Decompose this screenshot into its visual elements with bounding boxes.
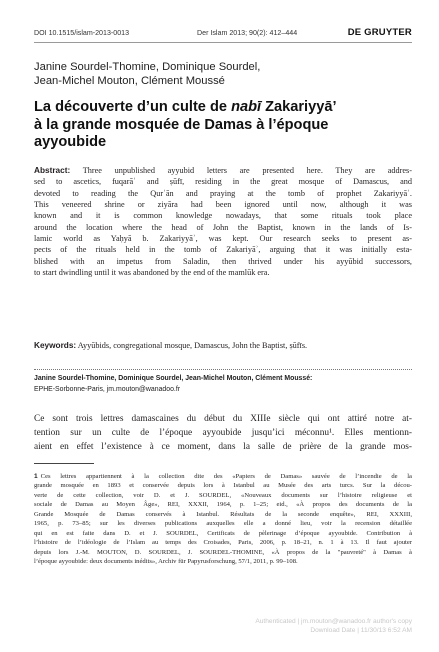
title-line: ayyoubide <box>34 134 107 151</box>
footnote-number: 1 <box>34 473 38 480</box>
body-text <box>34 412 412 454</box>
footnote-line: 1 Ces lettres appartiennent à la collection dite des «Papiers de Damas» sauvée de l’incendie de la <box>34 473 412 480</box>
author-affiliation <box>34 374 412 395</box>
body-line: tention sur un culte de l’époque ayyoubide jusqu’ici méconnu¹. Elles mentionn- <box>34 428 412 438</box>
watermark-line: Download Date | 11/30/13 6:52 AM <box>310 626 412 634</box>
abstract-line: blished with an impetus from Saladin, then thrived under his ayyūbid successors, <box>34 256 412 266</box>
body-line: aient en effet l’existence à ce moment, dans la salle de prière de la grande mos- <box>34 442 412 452</box>
header-divider <box>34 42 412 43</box>
abstract-label: Abstract: <box>34 166 71 175</box>
watermark-line: Authenticated | jm.mouton@wanadoo.fr author's copy <box>255 618 412 625</box>
abstract-line: around the location where the head of John the Baptist, known in the lands of Is- <box>34 222 412 232</box>
author-list <box>34 60 412 88</box>
title-text: La découverte d’un culte de <box>34 99 232 115</box>
affiliation-names: Janine Sourdel-Thomine, Dominique Sourdel, Jean-Michel Mouton, Clément Moussé: <box>34 375 313 382</box>
abstract-line: lamic world as Yaḥyā b. Zakariyyāʾ, was kept. Our research seeks to present as- <box>34 234 412 244</box>
abstract-line: devoted to reading the Qurʾān and praying at the tomb of prophet Zakariyyāʾ. <box>34 188 412 198</box>
affiliation-contact[interactable]: EPHE-Sorbonne-Paris, jm.mouton@wanadoo.fr <box>34 385 181 393</box>
article-title <box>34 99 404 152</box>
author-line: Jean-Michel Mouton, Clément Moussé <box>34 75 225 88</box>
download-watermark <box>162 618 412 635</box>
title-italic-term: nabī <box>231 99 262 115</box>
footnote-line: verte de cette collection, voir D. et J. SOURDEL, «Nouveaux documents sur l’histoire religieuse et <box>34 491 412 499</box>
abstract <box>34 165 412 278</box>
abstract-line: to start dwindling until it was abandoned by the end of the mamlūk era. <box>34 268 270 278</box>
keywords-label: Keywords: <box>34 341 77 350</box>
title-line: à la grande mosquée de Damas à l’époque <box>34 116 329 133</box>
footnote-line: sociale de Damas au Moyen Âge», REI, XXXII, 1964, p. 1–25; eid., «À propos des documents de la <box>34 501 412 509</box>
footnote-line: 1965, p. 73–85; sur les diverses publications auxquelles elle a donné lieu, voir la recension détaillée <box>34 520 412 528</box>
doi[interactable]: DOI 10.1515/islam-2013-0013 <box>34 29 130 37</box>
footnote-divider <box>34 463 94 464</box>
affiliation-divider <box>34 369 412 370</box>
footnote <box>34 472 412 567</box>
abstract-line: sed to ascetics, fuqarāʾ and ṣūfī, residing in the great mosque of Damascus, and <box>34 177 412 187</box>
footnote-line: qui en est faite dans D. et J. SOURDEL, Certificats de pèlerinage d’époque ayyoubide. Contribution à <box>34 529 412 537</box>
body-line: Ce sont trois lettres damascaines du début du XIIIe siècle qui ont attiré notre at- <box>34 414 412 424</box>
footnote-line: depuis lors J.-M. MOUTON, D. SOURDEL, J. SOURDEL-THOMINE, «À propos de la "pauvreté" à Damas à <box>34 548 412 556</box>
title-line <box>34 99 404 117</box>
author-line: Janine Sourdel-Thomine, Dominique Sourdel, <box>34 61 261 73</box>
keywords-text: Ayyūbids, congregational mosque, Damascus, John the Baptist, ṣūfīs. <box>76 341 308 350</box>
abstract-line: pects of the rituals held in the tomb of Zakariyāʾ, arguing that it was initially esta- <box>34 245 412 255</box>
abstract-line: This veneered shrine or ziyāra had been ignored until now, although it was <box>34 200 412 210</box>
keywords <box>34 340 412 351</box>
footnote-line: Grande Mosquée de Damas conservés à Istanbul. Résultats de la seconde enquête», REI, XXXIII, <box>34 510 412 518</box>
journal-citation: Der Islam 2013; 90(2): 412–444 <box>197 29 298 37</box>
title-text: Zakariyyā’ <box>261 99 337 115</box>
footnote-line: grande mosquée en 1893 et conservée depuis lors à Istanbul au Musée des arts turcs. Sur la décou- <box>34 482 412 490</box>
footnote-line: l’époque ayyoubide: deux documents inédits», Archiv für Papyrusforschung, 57/1, 2011, p. 99–108. <box>34 558 298 566</box>
abstract-line: known and it is common knowledge nowadays, that some rituals took place <box>34 211 412 221</box>
abstract-line: Abstract: Three unpublished ayyubid letters are presented here. They are addres- <box>34 166 412 175</box>
publisher-logo: DE GRUYTER <box>347 27 412 38</box>
footnote-line: l’histoire de l’idéologie de l’Islam au temps des Croisades, Paris, 2006, p. 18–21, n. 1 à 13. Il faut ajouter <box>34 539 412 547</box>
running-head <box>34 27 412 41</box>
